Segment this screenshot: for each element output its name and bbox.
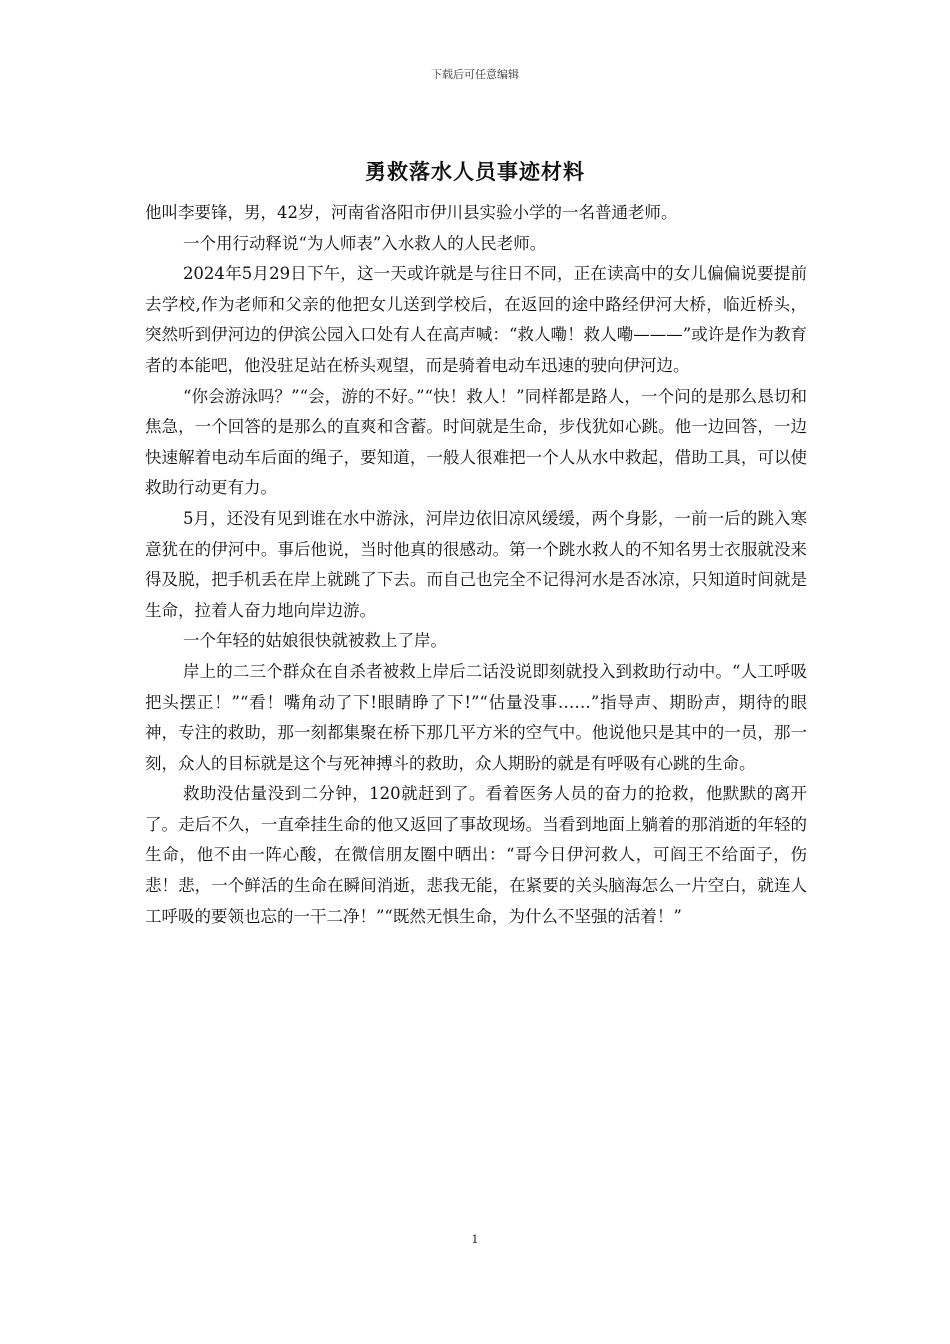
paragraph: 一个年轻的姑娘很快就被救上了岸。 [182,631,447,651]
header-note: 下载后可任意编辑 [431,68,519,81]
paragraph: “你会游泳吗？”“会，游的不好。”“快！救人！”同样都是路人，一个问的是那么恳切和焦急，一个回答的是那么的直爽和含蓄。时间就是生命，步伐犹如心跳。他一边回答，一边快速解着电动车后面的绳子，要知道，一般人很难把一个人从水中救起，借助工具，可以使救助行动更有力。 [145,386,807,498]
document-body [145,198,807,932]
document-title: 勇救落水人员事迹材料 [365,159,585,184]
page-number: 1 [471,1233,479,1246]
paragraph: 2024年5月29日下午，这一天或许就是与往日不同，正在读高中的女儿偏偏说要提前去学校,作为老师和父亲的他把女儿送到学校后，在返回的途中路经伊河大桥，临近桥头，突然听到伊河边的伊滨公园入口处有人在高声喊：“救人嘞！救人嘞———”或许是作为教育者的本能吧，他没驻足站在桥头观望，而是骑着电动车迅速的驶向伊河边。 [145,264,807,375]
paragraph: 一个用行动释说“为人师表”入水救人的人民老师。 [182,233,547,253]
paragraph: 岸上的二三个群众在自杀者被救上岸后二话没说即刻就投入到救助行动中。“人工呼吸把头摆正！”“看！嘴角动了下!眼睛睁了下!”“估量没事……”指导声、期盼声，期待的眼神，专注的救助，那一刻都集聚在桥下那几平方米的空气中。他说他只是其中的一员，那一刻，众人的目标就是这个与死神搏斗的救助，众人期盼的就是有呼吸有心跳的生命。 [145,661,807,773]
paragraph: 救助没估量没到二分钟，120就赶到了。看着医务人员的奋力的抢救，他默默的离开了。走后不久，一直牵挂生命的他又返回了事故现场。当看到地面上躺着的那消逝的年轻的生命，他不由一阵心酸，在微信朋友圈中晒出：“哥今日伊河救人，可阎王不给面子，伤悲！悲，一个鲜活的生命在瞬间消逝，悲我无能，在紧要的关头脑海怎么一片空白，就连人工呼吸的要领也忘的一干二净！”“既然无惧生命，为什么不坚强的活着！” [145,784,807,926]
paragraph: 他叫李要锋，男，42岁，河南省洛阳市伊川县实验小学的一名普通老师。 [145,203,678,222]
paragraph: 5月，还没有见到谁在水中游泳，河岸边依旧凉风缓缓，两个身影，一前一后的跳入寒意犹在的伊河中。事后他说，当时他真的很感动。第一个跳水救人的不知名男士衣服就没来得及脱，把手机丢在岸上就跳了下去。而自己也完全不记得河水是否冰凉，只知道时间就是生命，拉着人奋力地向岸边游。 [145,508,807,620]
